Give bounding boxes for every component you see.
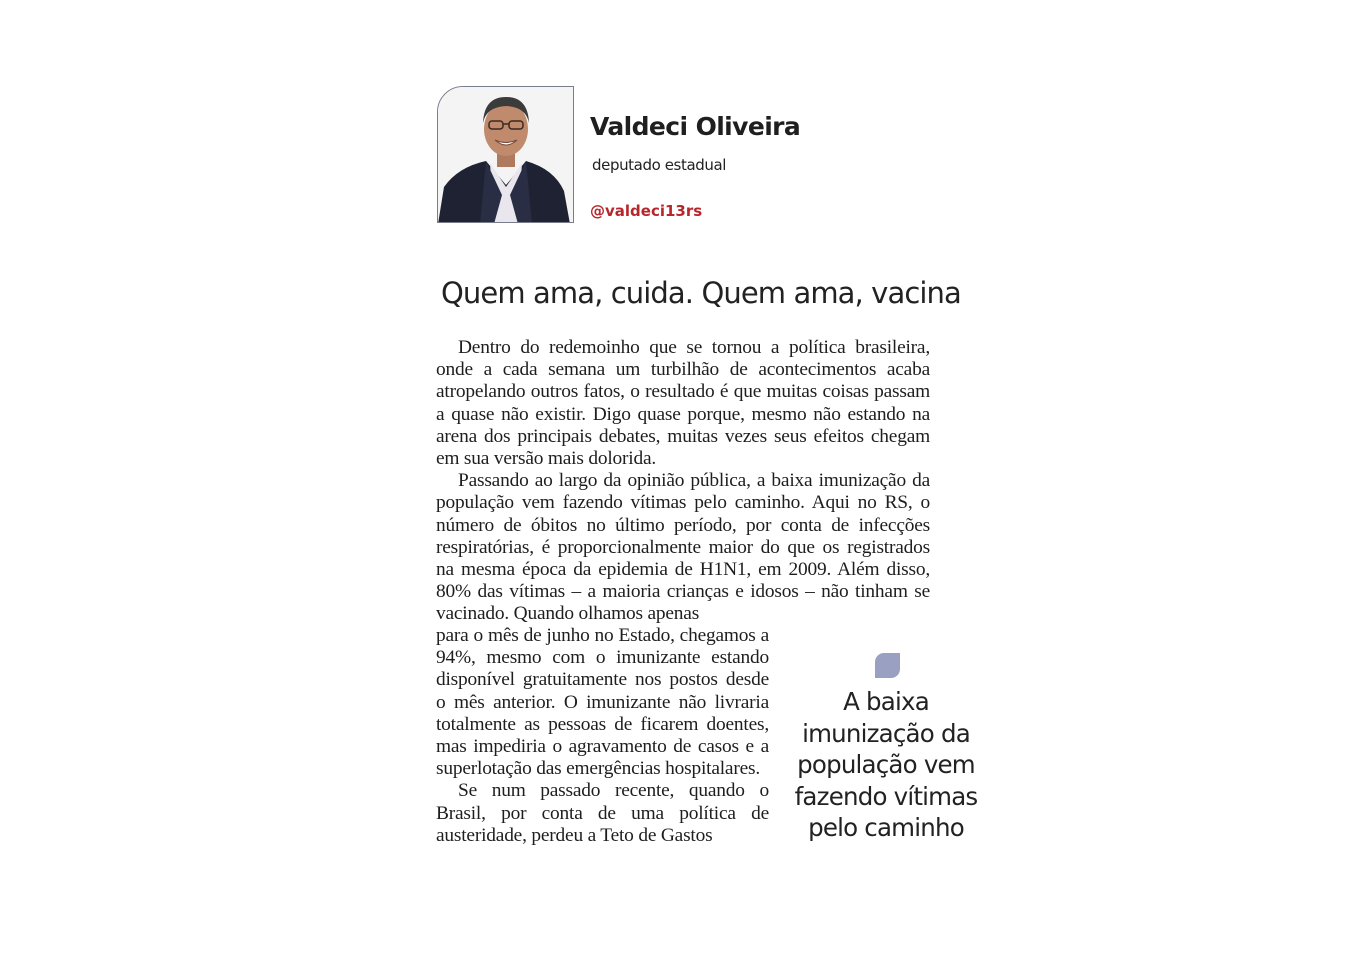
author-handle[interactable]: @valdeci13rs (590, 202, 703, 220)
paragraph-3: Se num passado recente, quando o Brasil, por conta de uma política de austeridade, perdeu a Teto de Gastos (436, 780, 769, 846)
paragraph-1: Dentro do redemoinho que se tornou a política brasileira, onde a cada semana um turbilhão de acontecimentos acaba atropelando outros fatos, o resultado é que muitas coisas passam a quase não existir. Digo quase porque, mesmo não estando na arena dos principais debates, muitas vezes seus efeitos chegam em sua versão mais dolorida. (436, 337, 930, 470)
author-role: deputado estadual (592, 156, 727, 174)
author-name: Valdeci Oliveira (590, 112, 801, 141)
article-body (436, 337, 930, 626)
article-body-continued (436, 625, 769, 855)
article-headline: Quem ama, cuida. Quem ama, vacina (441, 276, 961, 310)
pull-quote: A baixa imunização da população vem fazendo vítimas pelo caminho (794, 687, 978, 842)
paragraph-2-continued: para o mês de junho no Estado, chegamos a 94%, mesmo com o imunizante estando disponível gratuitamente nos postos desde o mês anterior. O imunizante não livraria totalmente as pessoas de ficarem doentes, mas impediria o agravamento de casos e a superlotação das emergências hospitalares. (436, 625, 769, 780)
quote-accent-icon (875, 653, 900, 678)
author-portrait-icon (438, 87, 574, 223)
paragraph-2: Passando ao largo da opinião pública, a baixa imunização da população vem fazendo vítimas pelo caminho. Aqui no RS, o número de óbitos no último período, por conta de infecções respiratórias, é proporcionalmente maior do que os registrados na mesma época da epidemia de H1N1, em 2009. Além disso, 80% das vítimas – a maioria crianças e idosos – não tinham se vacinado. Quando olhamos apenas (436, 470, 930, 625)
author-photo (437, 86, 574, 223)
